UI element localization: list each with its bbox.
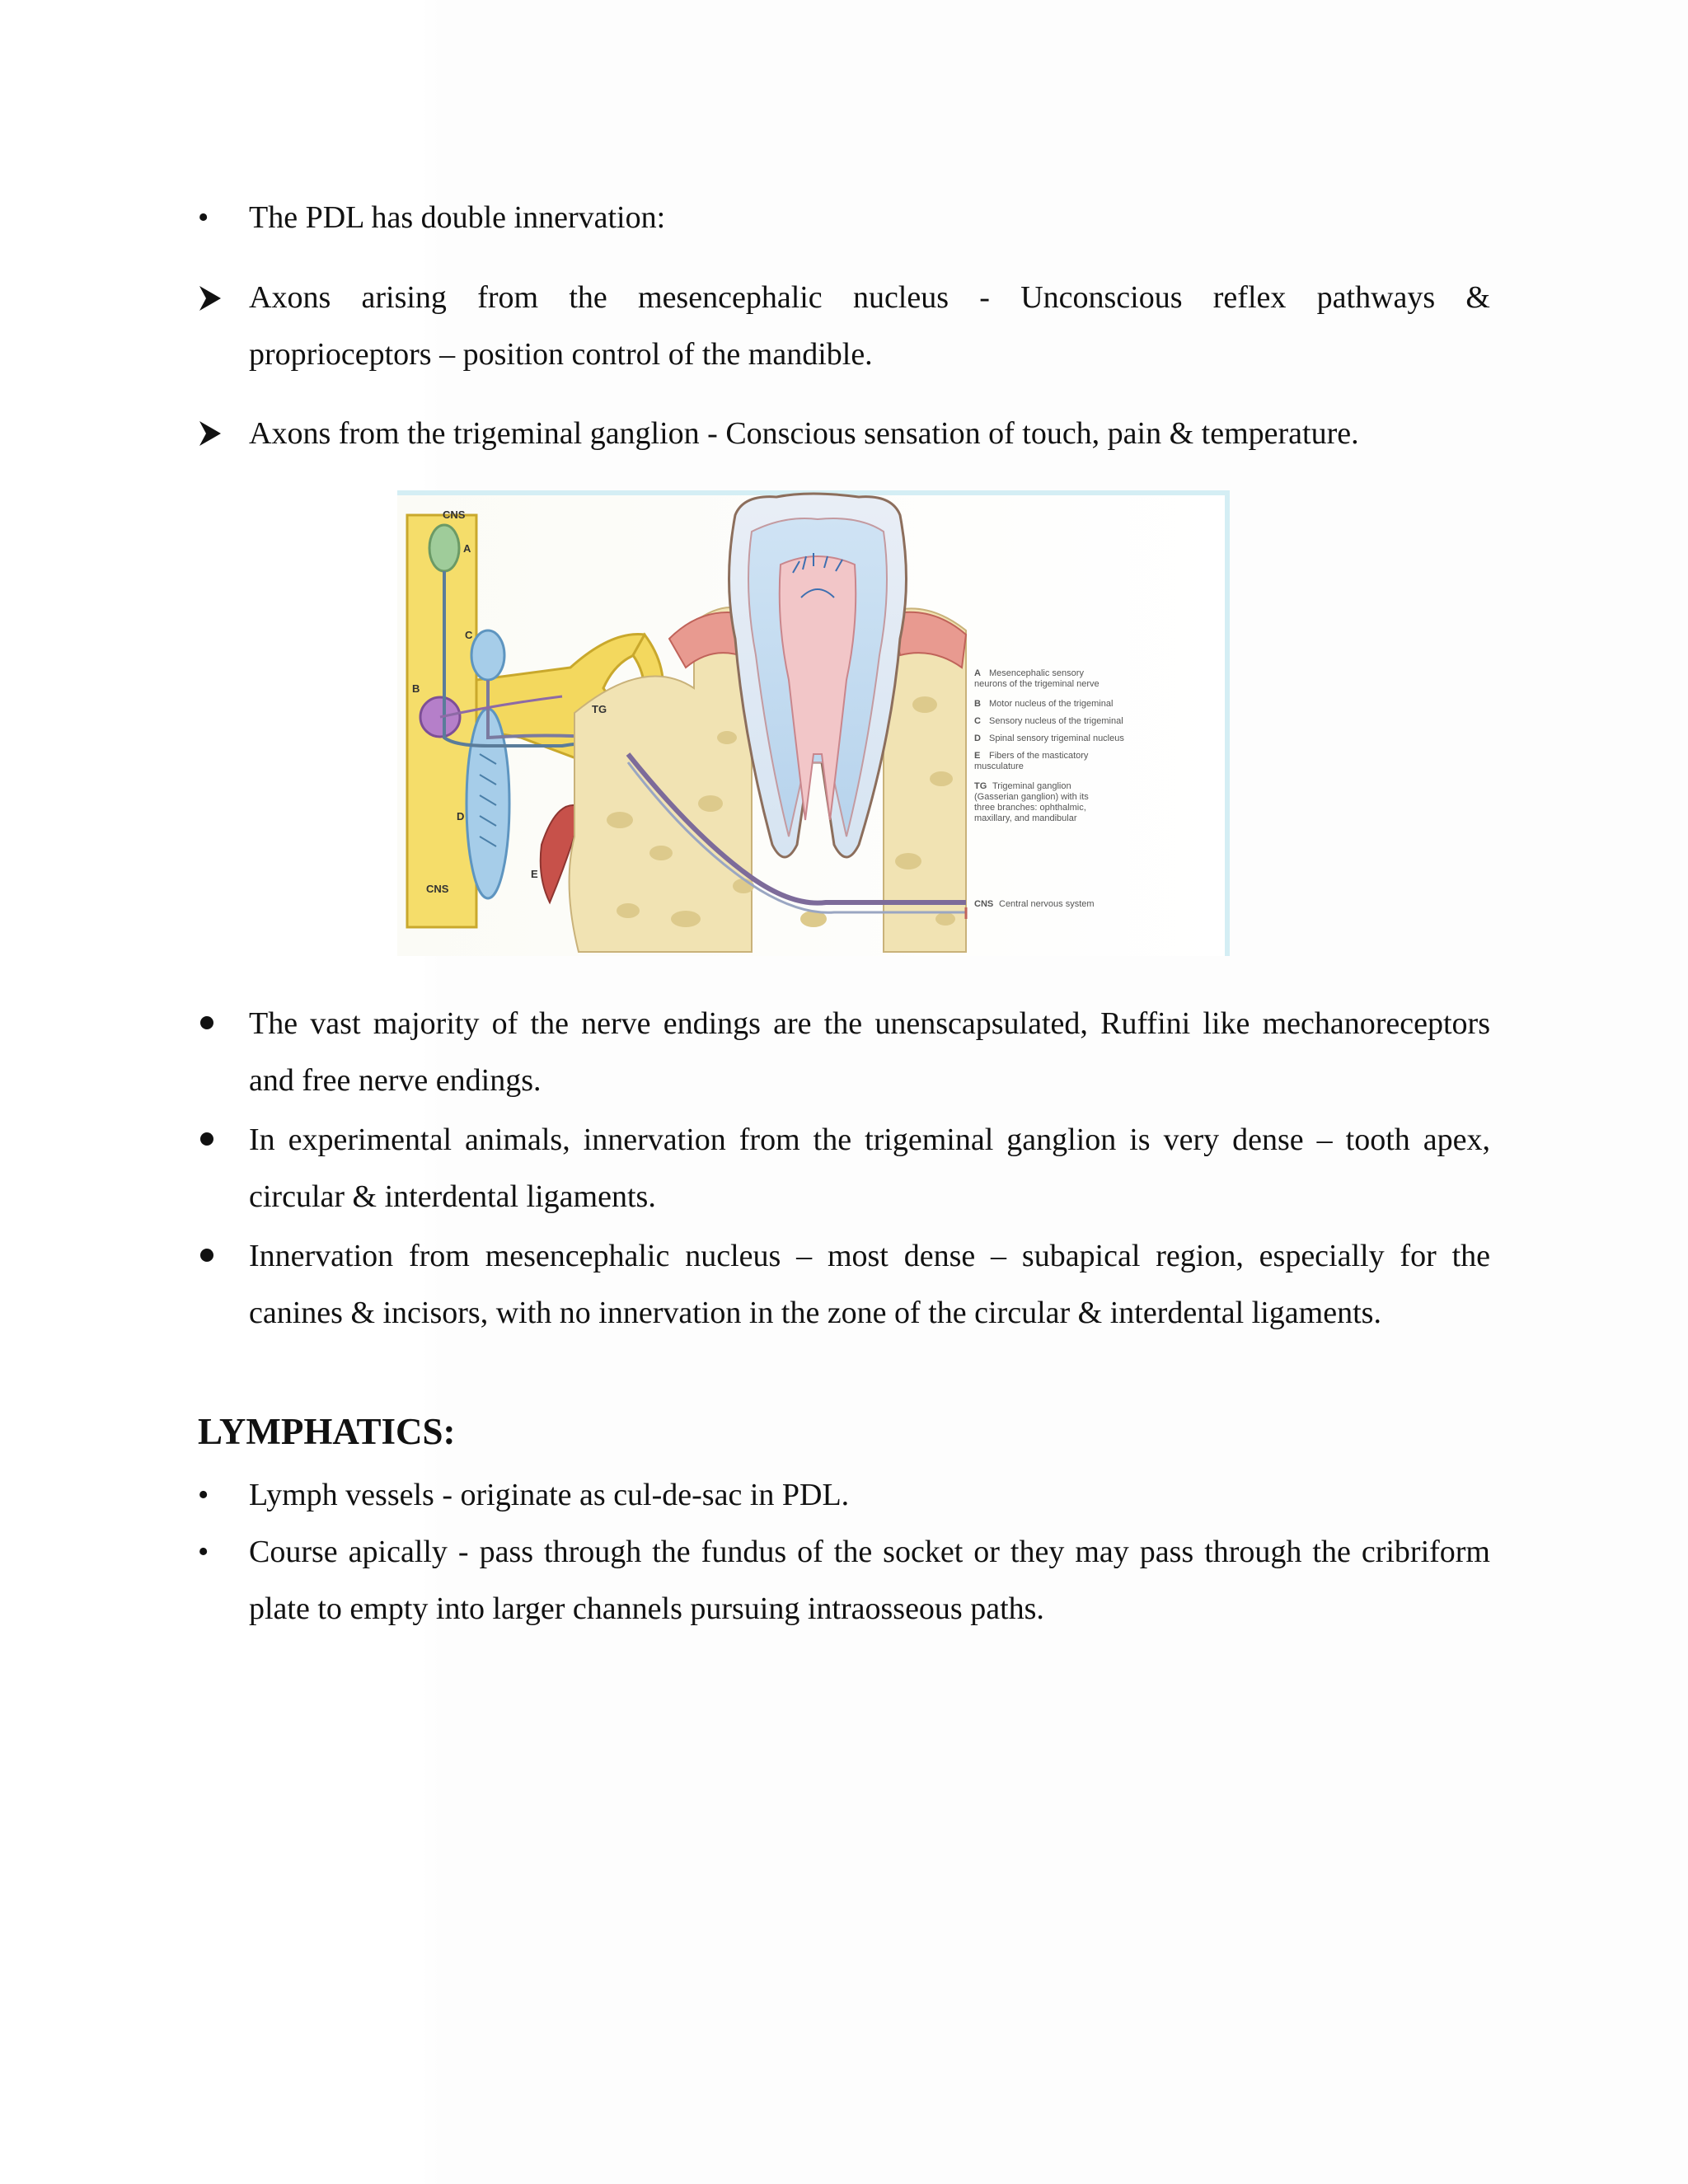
label-e: E xyxy=(531,868,538,880)
arrow-item-1-line2: proprioceptors – position control of the mandible. xyxy=(249,337,873,372)
label-c: C xyxy=(465,629,473,641)
nerve-point-1-line2: and free nerve endings. xyxy=(249,1063,542,1098)
svg-text:Spinal sensory trigeminal nucl: Spinal sensory trigeminal nucleus xyxy=(989,733,1124,743)
label-d: D xyxy=(457,810,465,823)
nerve-point-2-line2: circular & interdental ligaments. xyxy=(249,1179,656,1214)
svg-text:Trigeminal ganglion: Trigeminal ganglion xyxy=(992,781,1071,791)
svg-text:Sensory nucleus of the trigemi: Sensory nucleus of the trigeminal xyxy=(989,716,1123,726)
lymph-item-1: Lymph vessels - originate as cul-de-sac in PDL. xyxy=(249,1478,850,1512)
arrow-item-2-line1: Axons from the trigeminal ganglion - Conscious sensation of touch, pain & temperature. xyxy=(249,416,1359,451)
svg-text:(Gasserian ganglion) with its: (Gasserian ganglion) with its xyxy=(974,792,1089,802)
lymph-item-2-line2: plate to empty into larger channels pursuing intraosseous paths. xyxy=(249,1591,1044,1626)
svg-text:Central nervous system: Central nervous system xyxy=(999,899,1095,909)
intro-text: The PDL has double innervation: xyxy=(249,200,666,235)
label-cns-top: CNS xyxy=(443,509,466,521)
svg-text:maxillary, and mandibular: maxillary, and mandibular xyxy=(974,813,1077,823)
bullet-dot-icon xyxy=(199,1132,214,1146)
svg-text:three branches: ophthalmic,: three branches: ophthalmic, xyxy=(974,803,1086,813)
arrow-item-1-line1: Axons arising from the mesencephalic nucleus - Unconscious reflex pathways & xyxy=(249,280,1490,315)
svg-text:Mesencephalic sensory: Mesencephalic sensory xyxy=(989,668,1084,678)
svg-text:TG: TG xyxy=(974,781,987,791)
label-cns-bottom: CNS xyxy=(426,883,449,895)
svg-text:CNS: CNS xyxy=(974,899,994,909)
label-b: B xyxy=(412,682,420,695)
svg-text:Motor nucleus of the trigemina: Motor nucleus of the trigeminal xyxy=(989,699,1114,709)
svg-text:Fibers of the masticatory: Fibers of the masticatory xyxy=(989,751,1089,761)
arrow-bullet-icon xyxy=(198,284,223,312)
svg-text:E: E xyxy=(974,751,981,761)
arrow-bullet-icon xyxy=(198,419,223,448)
nerve-point-1-line1: The vast majority of the nerve endings are the unenscapsulated, Ruffini like mechanoreceptors xyxy=(249,1006,1490,1041)
lymph-item-2-line1: Course apically - pass through the fundus of the socket or they may pass through the cribriform xyxy=(249,1535,1490,1569)
svg-text:C: C xyxy=(974,716,981,726)
pdl-innervation-figure xyxy=(397,490,1230,956)
bullet-dot-icon xyxy=(199,1248,214,1263)
svg-text:B: B xyxy=(974,699,981,709)
nerve-point-3-line1: Innervation from mesencephalic nucleus – most dense – subapical region, especially for the xyxy=(249,1239,1490,1273)
label-a: A xyxy=(463,542,471,555)
svg-text:D: D xyxy=(974,733,981,743)
nerve-point-2-line1: In experimental animals, innervation from the trigeminal ganglion is very dense – tooth apex, xyxy=(249,1122,1490,1157)
lymphatics-heading: LYMPHATICS: xyxy=(198,1411,456,1452)
bullet-dot-icon xyxy=(199,1015,214,1030)
svg-text:neurons of the trigeminal nerv: neurons of the trigeminal nerve xyxy=(974,679,1100,689)
bullet-marker: • xyxy=(198,200,209,235)
label-tg: TG xyxy=(592,703,607,715)
bullet-marker: • xyxy=(198,1478,209,1512)
bullet-marker: • xyxy=(198,1535,209,1569)
nerve-point-3-line2: canines & incisors, with no innervation in the zone of the circular & interdental ligaments. xyxy=(249,1296,1381,1330)
svg-text:A: A xyxy=(974,668,981,678)
svg-text:musculature: musculature xyxy=(974,762,1024,771)
